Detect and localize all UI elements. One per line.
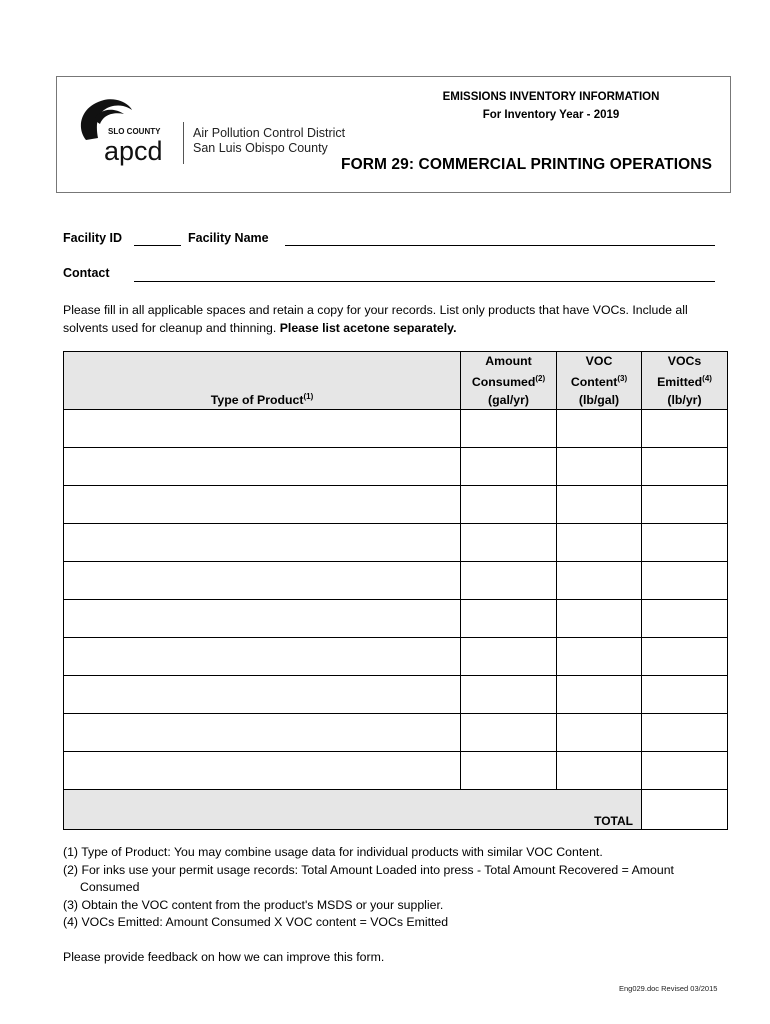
voc-content-cell[interactable] [557, 676, 642, 714]
logo-acronym: apcd [104, 136, 163, 166]
table-header-row [64, 352, 728, 410]
facility-id-label: Facility ID [63, 231, 123, 245]
voc-content-cell[interactable] [557, 638, 642, 676]
instructions [63, 301, 733, 337]
logo-org-name [193, 126, 345, 156]
instructions-bold: Please list acetone separately. [279, 321, 457, 335]
voc-content-cell[interactable] [557, 714, 642, 752]
table-row [64, 714, 728, 752]
voc-content-cell[interactable] [557, 752, 642, 790]
voc-content-cell[interactable] [557, 524, 642, 562]
voc-content-cell[interactable] [557, 486, 642, 524]
amount-cell[interactable] [461, 410, 557, 448]
voc-content-cell[interactable] [557, 448, 642, 486]
feedback-text: Please provide feedback on how we can improve this form. [63, 950, 385, 964]
vocs-emitted-cell[interactable] [642, 638, 728, 676]
vocs-emitted-cell[interactable] [642, 562, 728, 600]
voc-content-cell[interactable] [557, 410, 642, 448]
facility-id-field[interactable] [134, 245, 181, 246]
amount-cell[interactable] [461, 448, 557, 486]
amount-cell[interactable] [461, 486, 557, 524]
product-cell[interactable] [64, 448, 461, 486]
instructions-text: Please fill in all applicable spaces and retain a copy for your records. List only products that have VOCs. Include all solvents used for cleanup and thinning. [63, 303, 688, 335]
product-cell[interactable] [64, 562, 461, 600]
contact-field[interactable] [134, 281, 715, 282]
vocs-emitted-cell[interactable] [642, 410, 728, 448]
total-label: TOTAL [64, 790, 642, 830]
logo-org-line1: Air Pollution Control District [193, 126, 346, 140]
amount-cell[interactable] [461, 562, 557, 600]
footnote-4: (4) VOCs Emitted: Amount Consumed X VOC content = VOCs Emitted [63, 915, 449, 929]
product-cell[interactable] [64, 524, 461, 562]
contact-label: Contact [63, 266, 110, 280]
footnote-2-cont: Consumed [80, 880, 140, 894]
table-row [64, 638, 728, 676]
amount-cell[interactable] [461, 638, 557, 676]
total-vocs-emitted-cell[interactable] [642, 790, 728, 830]
vocs-emitted-cell[interactable] [642, 752, 728, 790]
table-row [64, 448, 728, 486]
amount-cell[interactable] [461, 752, 557, 790]
logo-county-text: SLO COUNTY [108, 127, 161, 136]
inventory-title-line1: EMISSIONS INVENTORY INFORMATION [442, 91, 660, 103]
col-type-of-product: Type of Product$^{(1)}$ [64, 352, 461, 410]
facility-name-label: Facility Name [188, 231, 269, 245]
table-row [64, 562, 728, 600]
col-amount-consumed: Amount Consumed$^{(2)}$ (gal/yr) [461, 352, 557, 410]
product-cell[interactable] [64, 714, 461, 752]
footnotes [63, 844, 743, 932]
form-title: FORM 29: COMMERCIAL PRINTING OPERATIONS [341, 156, 713, 173]
amount-cell[interactable] [461, 714, 557, 752]
vocs-emitted-cell[interactable] [642, 448, 728, 486]
vocs-emitted-cell[interactable] [642, 676, 728, 714]
footnote-2: (2) For inks use your permit usage records: Total Amount Loaded into press - Total Amount Recovered = Amount [63, 862, 674, 877]
footnote-3: (3) Obtain the VOC content from the product's MSDS or your supplier. [63, 897, 444, 912]
inventory-title [420, 88, 682, 124]
inventory-title-line2: For Inventory Year - 2019 [482, 109, 620, 121]
product-cell[interactable] [64, 600, 461, 638]
table-row [64, 410, 728, 448]
logo-divider [183, 122, 184, 164]
table-row [64, 524, 728, 562]
product-cell[interactable] [64, 638, 461, 676]
voc-content-cell[interactable] [557, 562, 642, 600]
vocs-emitted-cell[interactable] [642, 524, 728, 562]
logo-org-line2: San Luis Obispo County [193, 141, 328, 155]
total-row [64, 790, 728, 830]
table-row [64, 486, 728, 524]
vocs-emitted-cell[interactable] [642, 600, 728, 638]
product-table [63, 351, 728, 830]
vocs-emitted-cell[interactable] [642, 486, 728, 524]
product-cell[interactable] [64, 752, 461, 790]
table-row [64, 676, 728, 714]
revision-note: Eng029.doc Revised 03/2015 [619, 984, 718, 993]
amount-cell[interactable] [461, 676, 557, 714]
facility-name-field[interactable] [285, 245, 715, 246]
vocs-emitted-cell[interactable] [642, 714, 728, 752]
product-cell[interactable] [64, 676, 461, 714]
footnote-1: (1) Type of Product: You may combine usage data for individual products with similar VOC Content. [63, 845, 603, 859]
table-row [64, 600, 728, 638]
product-cell[interactable] [64, 410, 461, 448]
col-vocs-emitted: VOCs Emitted$^{(4)}$ (lb/yr) [642, 352, 728, 410]
product-cell[interactable] [64, 486, 461, 524]
table-row [64, 752, 728, 790]
amount-cell[interactable] [461, 600, 557, 638]
voc-content-cell[interactable] [557, 600, 642, 638]
col-voc-content: VOC Content$^{(3)}$ (lb/gal) [557, 352, 642, 410]
amount-cell[interactable] [461, 524, 557, 562]
